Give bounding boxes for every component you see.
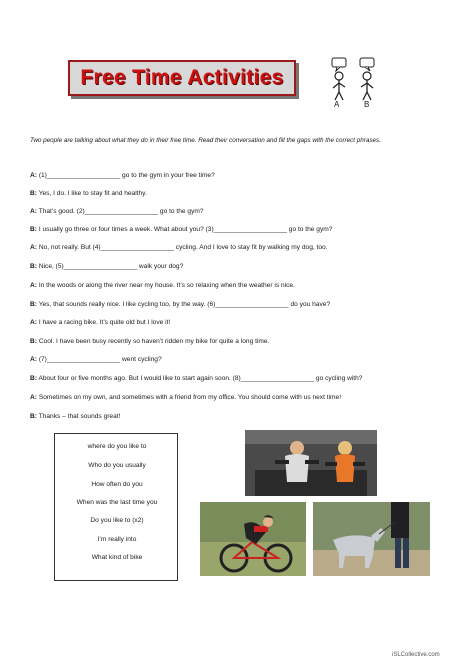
- speaker-label: A:: [30, 172, 37, 179]
- dialogue-line: [30, 318, 450, 327]
- dialogue-line: [30, 207, 450, 216]
- dialogue-text: (1)____________________ go to the gym in your free time?: [38, 172, 215, 179]
- phrase-box: [54, 433, 178, 581]
- dialogue-text: Sometimes on my own, and sometimes with a friend from my office. You should come with us next time!: [38, 394, 342, 401]
- dialogue-line: [30, 337, 450, 346]
- dialogue-line: [30, 281, 450, 290]
- speaker-label: B:: [30, 226, 37, 233]
- dialogue-text: Nice, (5)____________________ walk your dog?: [38, 263, 184, 270]
- dialogue-text: In the woods or along the river near my house. It’s so relaxing when the weather is nice.: [38, 282, 295, 289]
- dialogue-text: That’s good. (2)____________________ go to the gym?: [38, 208, 204, 215]
- phrase-item: Who do you usually: [88, 462, 146, 469]
- dialogue-line: [30, 262, 450, 271]
- speaker-label: B:: [30, 375, 37, 382]
- dialogue-text: I have a racing bike. It’s quite old but I love it!: [38, 319, 171, 326]
- title-banner: [68, 60, 296, 96]
- dialogue-line: [30, 374, 450, 383]
- phrase-item: How often do you: [91, 481, 143, 488]
- dialogue-text: (7)____________________ went cycling?: [38, 356, 162, 363]
- phrase-item: Do you like to (x2): [90, 517, 144, 524]
- figure-label-a: A: [334, 100, 340, 109]
- speaker-label: B:: [30, 413, 37, 420]
- speaker-label: A:: [30, 244, 37, 251]
- speaker-label: B:: [30, 301, 37, 308]
- cyclist-photo: [200, 502, 306, 576]
- dialogue-line: [30, 171, 450, 180]
- speaker-label: A:: [30, 319, 37, 326]
- phrase-item: I’m really into: [97, 536, 137, 543]
- speaker-label: B:: [30, 263, 37, 270]
- speaker-label: A:: [30, 208, 37, 215]
- gym-photo: [245, 430, 377, 496]
- speaker-label: A:: [30, 282, 37, 289]
- dialogue-line: [30, 225, 450, 234]
- phrase-item: When was the last time you: [76, 499, 158, 506]
- figure-label-b: B: [364, 100, 370, 109]
- talking-people-icon: [324, 56, 384, 112]
- phrase-item: where do you like to: [87, 443, 147, 450]
- speaker-label: B:: [30, 190, 37, 197]
- dialogue-line: [30, 355, 450, 364]
- dialogue-text: No, not really. But (4)____________________ cycling. And I love to stay fit by walking my dog, too.: [38, 244, 328, 251]
- dialogue-line: [30, 300, 450, 309]
- site-watermark: iSLCollective.com: [392, 652, 440, 658]
- dog-walking-photo: [313, 502, 430, 576]
- page-title: Free Time Activities: [80, 66, 284, 89]
- dialogue-line: [30, 393, 450, 402]
- dialogue-line: [30, 412, 450, 421]
- phrase-item: What kind of bike: [91, 554, 143, 561]
- speaker-label: A:: [30, 356, 37, 363]
- instructions: Two people are talking about what they do in their free time. Read their conversation and fill the gaps with the correct phrases.: [30, 137, 381, 144]
- speaker-label: A:: [30, 394, 37, 401]
- dialogue-text: About four or five months ago. But I would like to start again soon. (8)____________________ go cycling with?: [38, 375, 363, 382]
- dialogue-text: Cool. I have been busy recently so haven’t ridden my bike for quite a long time.: [38, 338, 270, 345]
- dialogue-text: Thanks – that sounds great!: [38, 413, 121, 420]
- speaker-label: B:: [30, 338, 37, 345]
- dialogue-text: Yes, I do. I like to stay fit and healthy.: [38, 190, 147, 197]
- dialogue-line: [30, 189, 450, 198]
- dialogue-text: I usually go three or four times a week. What about you? (3)____________________ go to the gym?: [38, 226, 333, 233]
- dialogue-line: [30, 243, 450, 252]
- dialogue-text: Yes, that sounds really nice. I like cycling too, by the way. (6)____________________ do you have?: [38, 301, 331, 308]
